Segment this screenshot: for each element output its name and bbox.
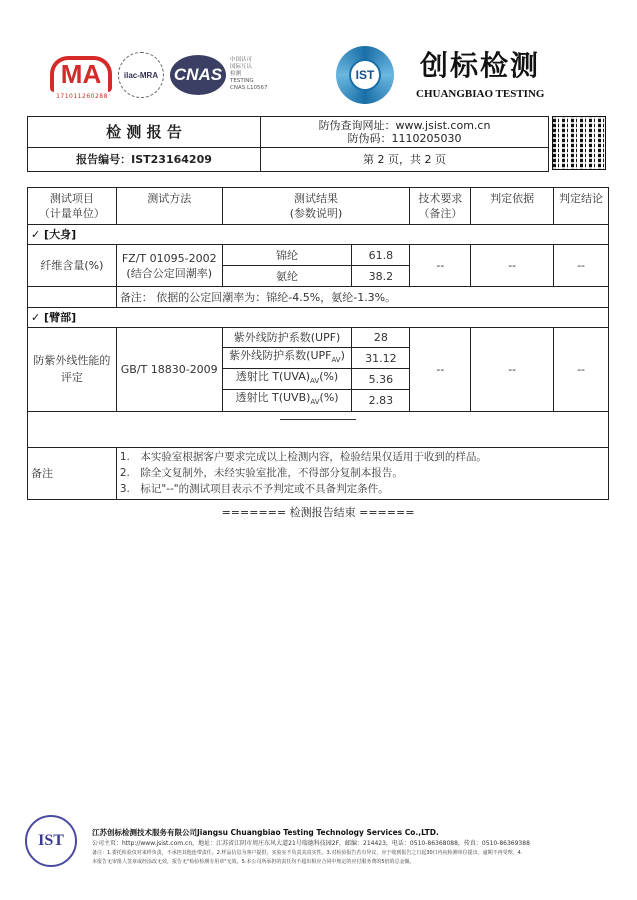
basis: -- — [471, 328, 554, 412]
cnas-line: TESTING — [230, 78, 254, 84]
col-header: 测试结果 (参数说明) — [222, 188, 410, 225]
col-header: 判定依据 — [471, 188, 554, 225]
result-value: 2.83 — [352, 390, 410, 411]
brand-name-en: CHUANGBIAO TESTING — [416, 88, 545, 100]
result-name — [222, 369, 352, 390]
col-header: 测试方法 — [116, 188, 222, 225]
result-name-text: (%) — [319, 370, 339, 384]
ist-logo-text: IST — [349, 59, 381, 91]
fiber-note: 备注： 依据的公定回潮率为：锦纶-4.5%，氨纶-1.3%。 — [116, 287, 608, 308]
subscript: AV — [310, 398, 320, 407]
result-value: 31.12 — [352, 348, 410, 369]
blank-line — [280, 419, 356, 420]
remark-item: 1. 本实验室根据客户要求完成以上检测内容，检验结果仅适用于收到的样品。 — [119, 451, 487, 464]
test-item: 防紫外线性能的 评定 — [28, 328, 117, 412]
page-indicator: 第 2 页，共 2 页 — [363, 153, 446, 166]
remarks-label: 备注 — [28, 447, 117, 499]
col-header: 测试项目 （计量单位） — [28, 188, 117, 225]
subscript: AV — [310, 377, 320, 386]
test-method: FZ/T 01095-2002 (结合公定回潮率) — [116, 245, 222, 287]
brand-name: 创标检测 — [420, 49, 541, 82]
basis: -- — [471, 245, 554, 287]
qr-code — [552, 116, 606, 170]
company-address: 公司主页：http://www.jsist.com.cn，地址：江苏省江阴市周庄东风大道21号瑞德科技园2F，邮编：214423，电话：0510-86368088，传真：0510-86369388 — [92, 840, 530, 847]
report-end: ======= 检测报告结束 ====== — [221, 505, 415, 519]
results-table — [27, 187, 609, 500]
cnas-text — [230, 57, 290, 92]
cnas-line: 国际互认 — [230, 64, 253, 70]
test-method: GB/T 18830-2009 — [116, 328, 222, 412]
requirement: -- — [410, 328, 471, 412]
result-value: 28 — [352, 328, 410, 348]
result-name: 氨纶 — [222, 266, 352, 287]
report-number: 报告编号：IST23164209 — [28, 148, 261, 171]
remark-item: 2. 除全文复制外，未经实验室批准，不得部分复制本报告。 — [119, 467, 403, 480]
conclusion: -- — [554, 245, 609, 287]
cnas-line: 中国认可 — [230, 57, 253, 63]
verify-code: 防伪码：1110205030 — [347, 132, 462, 145]
ist-logo — [336, 46, 394, 104]
result-name-text: (%) — [319, 391, 339, 405]
test-item: 纤维含量(%) — [28, 245, 117, 287]
report-header — [27, 116, 549, 172]
result-name — [222, 348, 352, 369]
result-value: 61.8 — [352, 245, 410, 266]
requirement: -- — [410, 245, 471, 287]
result-name-text: ) — [340, 349, 345, 362]
section-label: ✓ [臂部] — [28, 308, 609, 328]
company-stamp: IST — [25, 815, 77, 867]
result-name: 锦纶 — [222, 245, 352, 266]
result-name: 紫外线防护系数(UPF) — [222, 328, 352, 348]
section-label: ✓ [大身] — [28, 225, 609, 245]
result-name-text: 紫外线防护系数(UPF — [229, 349, 332, 362]
col-header: 判定结论 — [554, 188, 609, 225]
result-value: 5.36 — [352, 369, 410, 390]
cnas-line: 检测 — [230, 71, 242, 77]
cnas-line: CNAS L10567 — [230, 85, 268, 91]
remark-item: 3. 标记"--"的测试项目表示不予判定或不具备判定条件。 — [119, 483, 389, 496]
result-value: 38.2 — [352, 266, 410, 287]
cma-number: 171011260288 — [56, 93, 108, 100]
conclusion: -- — [554, 328, 609, 412]
cma-logo: MA — [50, 56, 112, 92]
ilac-mra-logo: ilac-MRA — [118, 52, 164, 98]
footer — [92, 828, 622, 866]
company-name: 江苏创标检测技术服务有限公司Jiangsu Chuangbiao Testing Technology Services Co.,LTD. — [92, 828, 439, 837]
result-name-text: 透射比 T(UVB) — [235, 391, 311, 405]
verify-url: 防伪查询网址：www.jsist.com.cn — [318, 119, 491, 132]
report-body — [27, 187, 609, 520]
col-header: 技术要求 （备注） — [410, 188, 471, 225]
result-name-text: 透射比 T(UVA) — [235, 370, 311, 384]
result-name — [222, 390, 352, 411]
cnas-logo: CNAS — [170, 55, 226, 95]
subscript: AV — [331, 356, 341, 365]
footer-notes: 本报告无审批人签章或经涂改无效，报告无"检验检测专用章"无效。5.本公司所承担的责任均不超出相应合同中规定的应付服务费的5倍的总金额。 — [92, 859, 415, 865]
footer-notes: 备注：1.委托检验仅对来样负责，不承担其他连带责任。2.样品信息为客户提供，实验室不负责其真实性。3.对检验报告若有异议，应于收到报告之日起30日内向检测单位提出，逾期不再受理。4. — [92, 850, 523, 856]
report-title: 检 测 报 告 — [28, 117, 261, 148]
